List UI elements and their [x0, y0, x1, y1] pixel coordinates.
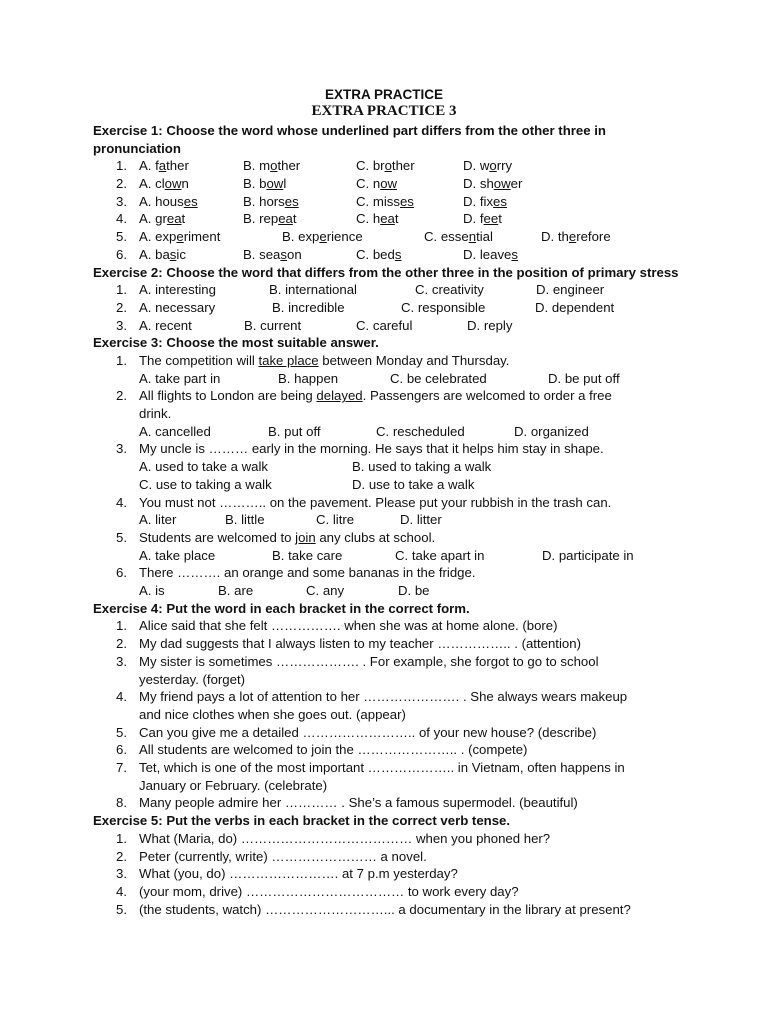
option-d: D. organized [514, 423, 589, 439]
option-part: B. m [243, 158, 271, 174]
option-b [282, 228, 363, 246]
underlined-sound: ea [380, 211, 395, 227]
list-item [93, 157, 683, 175]
underlined-sound: o [270, 158, 278, 174]
item-number: 4. [116, 211, 127, 227]
option-a: A. recent [139, 317, 192, 333]
option-d [463, 246, 518, 264]
item-number: 4. [116, 689, 127, 705]
item-number: 3. [116, 441, 127, 457]
options-row [139, 317, 683, 335]
option-c [356, 246, 401, 264]
option-a: A. interesting [139, 282, 216, 298]
option-c: C. litre [316, 512, 355, 528]
option-c [424, 228, 493, 246]
option-b: B. take care [272, 547, 343, 563]
list-item [93, 741, 683, 759]
option-d [541, 228, 611, 246]
option-part: ic [176, 246, 186, 262]
underlined-sound: es [493, 193, 507, 209]
underlined-sound: ea [166, 211, 182, 227]
options-row [139, 423, 683, 441]
underlined-sound: s [169, 246, 177, 262]
option-d [463, 193, 507, 211]
list-item [93, 688, 683, 723]
list-item [93, 830, 683, 848]
page-subtitle: EXTRA PRACTICE 3 [311, 103, 457, 119]
option-part: A. ba [139, 246, 170, 262]
question-text: Can you give me a detailed …………………….. of your new house? (describe) [139, 724, 597, 740]
item-number: 2. [116, 176, 127, 192]
option-d: D. dependent [535, 299, 615, 315]
option-part: rry [496, 158, 513, 174]
underlined-sound: es [183, 193, 198, 209]
option-part: tial [476, 229, 493, 245]
option-part: ther [391, 158, 415, 174]
exercise-5-list [93, 830, 683, 919]
list-item [93, 865, 683, 883]
option-c: C. creativity [415, 282, 484, 298]
underlined-sound: ow [493, 176, 511, 192]
option-a: A. cancelled [139, 423, 211, 439]
item-number: 7. [116, 760, 127, 776]
item-number: 6. [116, 246, 127, 262]
option-part: C. miss [356, 193, 400, 209]
exercise-3-list [93, 352, 683, 600]
option-b: B. are [218, 583, 254, 599]
option-part: t [498, 211, 502, 227]
option-b [243, 175, 286, 193]
option-part: C. esse [424, 229, 469, 245]
question-continuation: January or February. (celebrate) [139, 777, 328, 793]
item-number: 1. [116, 158, 127, 174]
option-c: C. careful [356, 317, 413, 333]
page-title: EXTRA PRACTICE [324, 87, 443, 102]
exercise-1-list [93, 157, 683, 263]
item-number: 3. [116, 653, 127, 669]
underlined-sound: e [176, 229, 184, 245]
options-row [139, 210, 683, 228]
option-d: D. engineer [536, 282, 605, 298]
options-row [139, 370, 683, 388]
list-item [93, 281, 683, 299]
option-c [356, 175, 397, 193]
list-item [93, 494, 683, 529]
option-part: on [286, 246, 302, 262]
option-b: B. used to taking a walk [352, 459, 492, 475]
options-row [139, 281, 683, 299]
option-a: A. take part in [139, 370, 221, 386]
option-part: C. bed [356, 246, 395, 262]
option-part: er [510, 176, 523, 192]
options-row [139, 547, 683, 565]
underlined-sound: s [280, 246, 287, 262]
option-c [356, 193, 414, 211]
item-number: 8. [116, 795, 127, 811]
list-item [93, 440, 683, 493]
option-b: B. current [244, 317, 302, 333]
option-part: A. f [139, 158, 159, 174]
item-number: 2. [116, 299, 127, 315]
list-item [93, 317, 683, 335]
item-number: 5. [116, 724, 127, 740]
option-d [463, 157, 512, 175]
option-part: l [283, 176, 287, 192]
item-number: 1. [116, 618, 127, 634]
question-text: What (you, do) ……………………. at 7 p.m yesterday? [139, 866, 458, 882]
underlined-sound: es [284, 193, 299, 209]
option-part: A. hous [139, 193, 184, 209]
option-a [139, 175, 189, 193]
option-d [463, 175, 522, 193]
option-part: B. b [243, 176, 267, 192]
option-c: C. take apart in [395, 547, 485, 563]
option-part: refore [576, 229, 611, 245]
option-a: A. used to take a walk [139, 459, 269, 475]
option-b: B. happen [278, 370, 339, 386]
option-a [139, 228, 220, 246]
list-item [93, 724, 683, 742]
list-item [93, 246, 683, 264]
options-row [139, 511, 683, 529]
option-b [243, 193, 299, 211]
option-part: B. rep [243, 211, 279, 227]
option-part: A. exp [139, 229, 177, 245]
item-number: 1. [116, 830, 127, 846]
option-part: D. sh [463, 176, 494, 192]
option-c: C. be celebrated [390, 370, 487, 386]
option-part: t [394, 211, 399, 227]
options-row [139, 175, 683, 193]
option-b [243, 246, 302, 264]
exercise-5-heading: Exercise 5: Put the verbs in each bracket in the correct verb tense. [93, 813, 511, 829]
question-text: What (Maria, do) ………………………………… when you phoned her? [139, 830, 551, 846]
option-a: A. liter [139, 512, 177, 528]
option-c: C. rescheduled [376, 423, 465, 439]
underlined-sound: e [319, 229, 327, 245]
underlined-sound: ea [278, 211, 293, 227]
question-text: My sister is sometimes ………………. . For example, she forgot to go to school [139, 653, 599, 669]
option-a: A. is [139, 583, 165, 599]
options-row [139, 476, 683, 494]
question-text: Alice said that she felt ……………. when she was at home alone. (bore) [139, 618, 558, 634]
underlined-sound: a [158, 158, 167, 174]
question-text: (the students, watch) ………………………... a documentary in the library at present? [139, 901, 631, 917]
options-row [139, 299, 683, 317]
list-item [93, 901, 683, 919]
underlined-phrase: delayed [316, 388, 363, 404]
option-d: D. litter [400, 512, 442, 528]
list-item [93, 759, 683, 794]
option-c [356, 157, 415, 175]
option-a [139, 246, 186, 264]
option-a: A. necessary [139, 299, 216, 315]
question-part: . Passengers are welcomed to order a free [362, 388, 612, 404]
question-text [139, 352, 683, 370]
question-text: My uncle is ……… early in the morning. He says that it helps him stay in shape. [139, 441, 604, 457]
option-part: n [181, 176, 189, 192]
option-d: D. be put off [548, 370, 620, 386]
item-number: 1. [116, 353, 127, 368]
question-continuation: yesterday. (forget) [139, 671, 246, 687]
option-part: A. gr [139, 211, 167, 227]
option-part: D. f [463, 211, 484, 227]
options-row [139, 193, 683, 211]
question-text: My friend pays a lot of attention to her …………………. . She always wears makeup [139, 689, 628, 705]
underlined-sound: ee [483, 211, 499, 227]
option-part: ther [277, 158, 301, 174]
option-part: A. cl [139, 176, 165, 192]
question-text: There ………. an orange and some bananas in the fridge. [139, 565, 476, 581]
underlined-sound: es [399, 193, 414, 209]
options-row [139, 246, 683, 264]
option-b: B. little [225, 512, 265, 528]
item-number: 5. [116, 229, 127, 245]
exercise-1-heading: Exercise 1: Choose the word whose underlined part differs from the other three in pronunciation [93, 123, 606, 156]
exercise-4-heading: Exercise 4: Put the word in each bracket in the correct form. [93, 600, 470, 616]
underlined-sound: e [568, 229, 577, 245]
underlined-sound: o [489, 158, 497, 174]
option-c: C. responsible [401, 299, 486, 315]
underlined-phrase: join [295, 529, 316, 545]
question-part: between Monday and Thursday. [318, 353, 510, 368]
question-part: All flights to London are being [139, 388, 317, 404]
options-row [139, 582, 683, 600]
list-item [93, 228, 683, 246]
item-number: 5. [116, 529, 127, 545]
option-d: D. be [398, 583, 430, 599]
option-a [139, 157, 189, 175]
question-continuation: drink. [139, 406, 172, 422]
question-continuation: and nice clothes when she goes out. (appear) [139, 706, 406, 722]
option-part: t [292, 211, 297, 227]
option-a [139, 193, 198, 211]
list-item [93, 387, 683, 440]
list-item [93, 635, 683, 653]
list-item [93, 299, 683, 317]
option-d: D. participate in [542, 547, 634, 563]
option-part: D. fix [463, 193, 494, 209]
item-number: 6. [116, 742, 127, 758]
option-b [243, 157, 300, 175]
option-part: B. hors [243, 193, 285, 209]
list-item [93, 653, 683, 688]
item-number: 3. [116, 193, 127, 209]
options-row [139, 228, 683, 246]
item-number: 1. [116, 282, 127, 298]
underlined-sound: ow [380, 176, 398, 192]
question-text [139, 387, 683, 405]
option-part: C. h [356, 211, 381, 227]
option-d [463, 210, 502, 228]
underlined-phrase: take place [258, 353, 319, 368]
option-b [243, 210, 297, 228]
option-b: B. incredible [272, 299, 345, 315]
list-item [93, 175, 683, 193]
question-text: My dad suggests that I always listen to my teacher …………….. . (attention) [139, 636, 581, 652]
option-b: B. put off [268, 423, 321, 439]
list-item [93, 617, 683, 635]
exercise-2-heading: Exercise 2: Choose the word that differs from the other three in the position of primary stress [93, 264, 679, 280]
option-part: C. n [356, 176, 381, 192]
exercise-2-list [93, 281, 683, 334]
underlined-sound: s [511, 246, 518, 262]
underlined-sound: ow [266, 176, 284, 192]
list-item [93, 193, 683, 211]
question-text [139, 529, 683, 547]
option-part: ther [166, 158, 189, 174]
list-item [93, 210, 683, 228]
option-a: A. take place [139, 547, 216, 563]
option-part: riment [183, 229, 221, 245]
list-item [93, 883, 683, 901]
question-text: Peter (currently, write) …………………… a novel. [139, 848, 427, 864]
question-text: All students are welcomed to join the ………………….. . (compete) [139, 742, 528, 758]
options-row [139, 458, 683, 476]
option-part: t [181, 211, 186, 227]
option-b: B. international [269, 282, 357, 298]
option-d: D. reply [467, 317, 513, 333]
option-a [139, 210, 185, 228]
option-part: D. th [541, 229, 569, 245]
option-part: B. exp [282, 229, 320, 245]
item-number: 4. [116, 494, 127, 510]
question-part: The competition will [139, 353, 259, 368]
list-item [93, 352, 683, 387]
list-item [93, 794, 683, 812]
option-d: D. use to take a walk [352, 476, 475, 492]
item-number: 3. [116, 866, 127, 882]
option-part: rience [326, 229, 363, 245]
question-text: Tet, which is one of the most important ……………….. in Vietnam, often happens in [139, 760, 625, 776]
option-part: B. sea [243, 246, 281, 262]
question-part: any clubs at school. [315, 529, 436, 545]
item-number: 5. [116, 901, 127, 917]
option-c [356, 210, 399, 228]
underlined-sound: n [468, 229, 477, 245]
list-item [93, 564, 683, 599]
option-part: C. br [356, 158, 385, 174]
exercise-4-list [93, 617, 683, 812]
item-number: 3. [116, 317, 127, 333]
underlined-sound: s [394, 246, 402, 262]
list-item [93, 529, 683, 564]
item-number: 6. [116, 565, 127, 581]
underlined-sound: o [384, 158, 392, 174]
item-number: 2. [116, 848, 127, 864]
underlined-sound: ow [164, 176, 182, 192]
item-number: 4. [116, 883, 127, 899]
item-number: 2. [116, 636, 127, 652]
question-text: Many people admire her ………… . She’s a famous supermodel. (beautiful) [139, 795, 578, 811]
list-item [93, 848, 683, 866]
exercise-3-heading: Exercise 3: Choose the most suitable answer. [93, 335, 379, 351]
question-part: Students are welcomed to [139, 529, 296, 545]
option-part: D. leave [463, 246, 512, 262]
question-text: You must not ……….. on the pavement. Please put your rubbish in the trash can. [139, 494, 612, 510]
worksheet-content [93, 122, 683, 918]
options-row [139, 157, 683, 175]
question-text: (your mom, drive) ……………………………… to work every day? [139, 883, 519, 899]
option-part: D. w [463, 158, 490, 174]
option-c: C. any [306, 583, 345, 599]
option-c: C. use to taking a walk [139, 476, 272, 492]
item-number: 2. [116, 388, 127, 404]
